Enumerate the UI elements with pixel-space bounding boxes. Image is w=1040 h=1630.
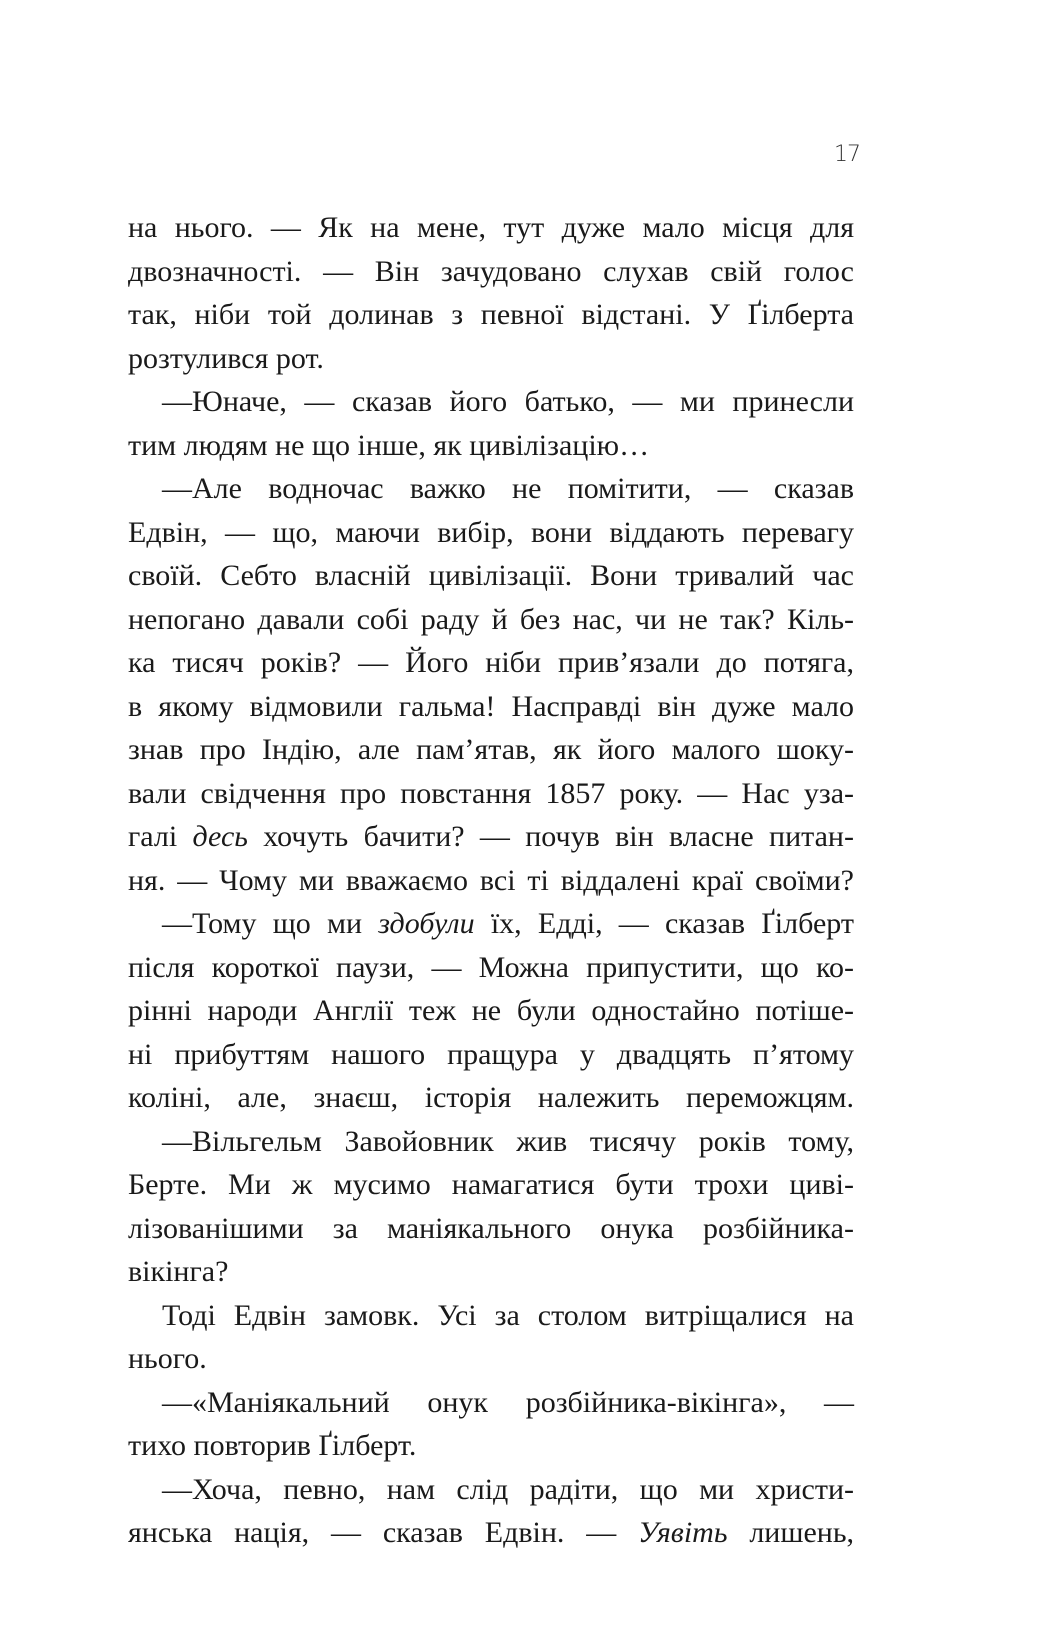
- body-text: [128, 206, 854, 1555]
- text-line: коліні, але, знаєш, історія належить переможцям.: [128, 1081, 854, 1114]
- text-line: на нього. — Як на мене, тут дуже мало місця для: [128, 211, 854, 244]
- text-line: непогано давали собі раду й без нас, чи не так? Кіль-: [128, 602, 854, 636]
- text-line: тихо повторив Ґілберт.: [128, 1429, 417, 1462]
- text-line: Едвін, — що, маючи вибір, вони віддають перевагу: [128, 515, 854, 549]
- page-number: 17: [834, 142, 860, 167]
- text-line: янська нація, — сказав Едвін. — Уявіть лишень,: [128, 1516, 854, 1549]
- emphasis: здобули: [378, 907, 475, 940]
- text-line: ка тисяч років? — Його ніби прив’язали до потяга,: [128, 646, 854, 679]
- emphasis: Уявіть: [638, 1516, 728, 1549]
- text-line: —Але водночас важко не помітити, — сказав: [162, 472, 854, 505]
- text-line: —Юначе, — сказав його батько, — ми принесли: [162, 385, 854, 418]
- text-line: тим людям не що інше, як цивілізацію…: [128, 428, 650, 462]
- text-line: своїй. Себто власній цивілізації. Вони тривалий час: [128, 559, 854, 592]
- text-line: розтулився рот.: [128, 341, 324, 375]
- text-line: після короткої паузи, — Можна припустити, що ко-: [128, 950, 854, 984]
- text-line: вікінга?: [128, 1255, 229, 1288]
- text-line: нього.: [128, 1342, 207, 1375]
- text-line: ня. — Чому ми вважаємо всі ті віддалені краї своїми?: [128, 863, 854, 897]
- text-line: галі десь хочуть бачити? — почув він власне питан-: [128, 820, 854, 853]
- text-line: —Тому що ми здобули їх, Едді, — сказав Ґілберт: [162, 907, 854, 940]
- text-line: —«Маніякальний онук розбійника-вікінга», —: [162, 1385, 854, 1419]
- emphasis: десь: [192, 820, 248, 853]
- text-line: знав про Індію, але пам’ятав, як його малого шоку-: [128, 733, 854, 766]
- text-line: вали свідчення про повстання 1857 року. — Нас уза-: [128, 776, 854, 810]
- text-line: рінні народи Англії теж не були одностайно потіше-: [128, 994, 854, 1027]
- text-line: —Хоча, певно, нам слід радіти, що ми христи-: [162, 1472, 854, 1506]
- text-line: так, ніби той долинав з певної відстані. У Ґілберта: [128, 298, 854, 331]
- text-line: ні прибуттям нашого пращура у двадцять п’ятому: [128, 1037, 854, 1071]
- text-line: лізованішими за маніякального онука розбійника-: [128, 1211, 854, 1245]
- text-line: двозначності. — Він зачудовано слухав свій голос: [128, 254, 854, 288]
- text-line: —Вільгельм Завойовник жив тисячу років тому,: [162, 1124, 854, 1158]
- text-line: Берте. Ми ж мусимо намагатися бути трохи циві-: [128, 1168, 854, 1201]
- text-line: в якому відмовили гальма! Насправді він дуже мало: [128, 689, 854, 723]
- text-line: Тоді Едвін замовк. Усі за столом витріщалися на: [162, 1298, 854, 1332]
